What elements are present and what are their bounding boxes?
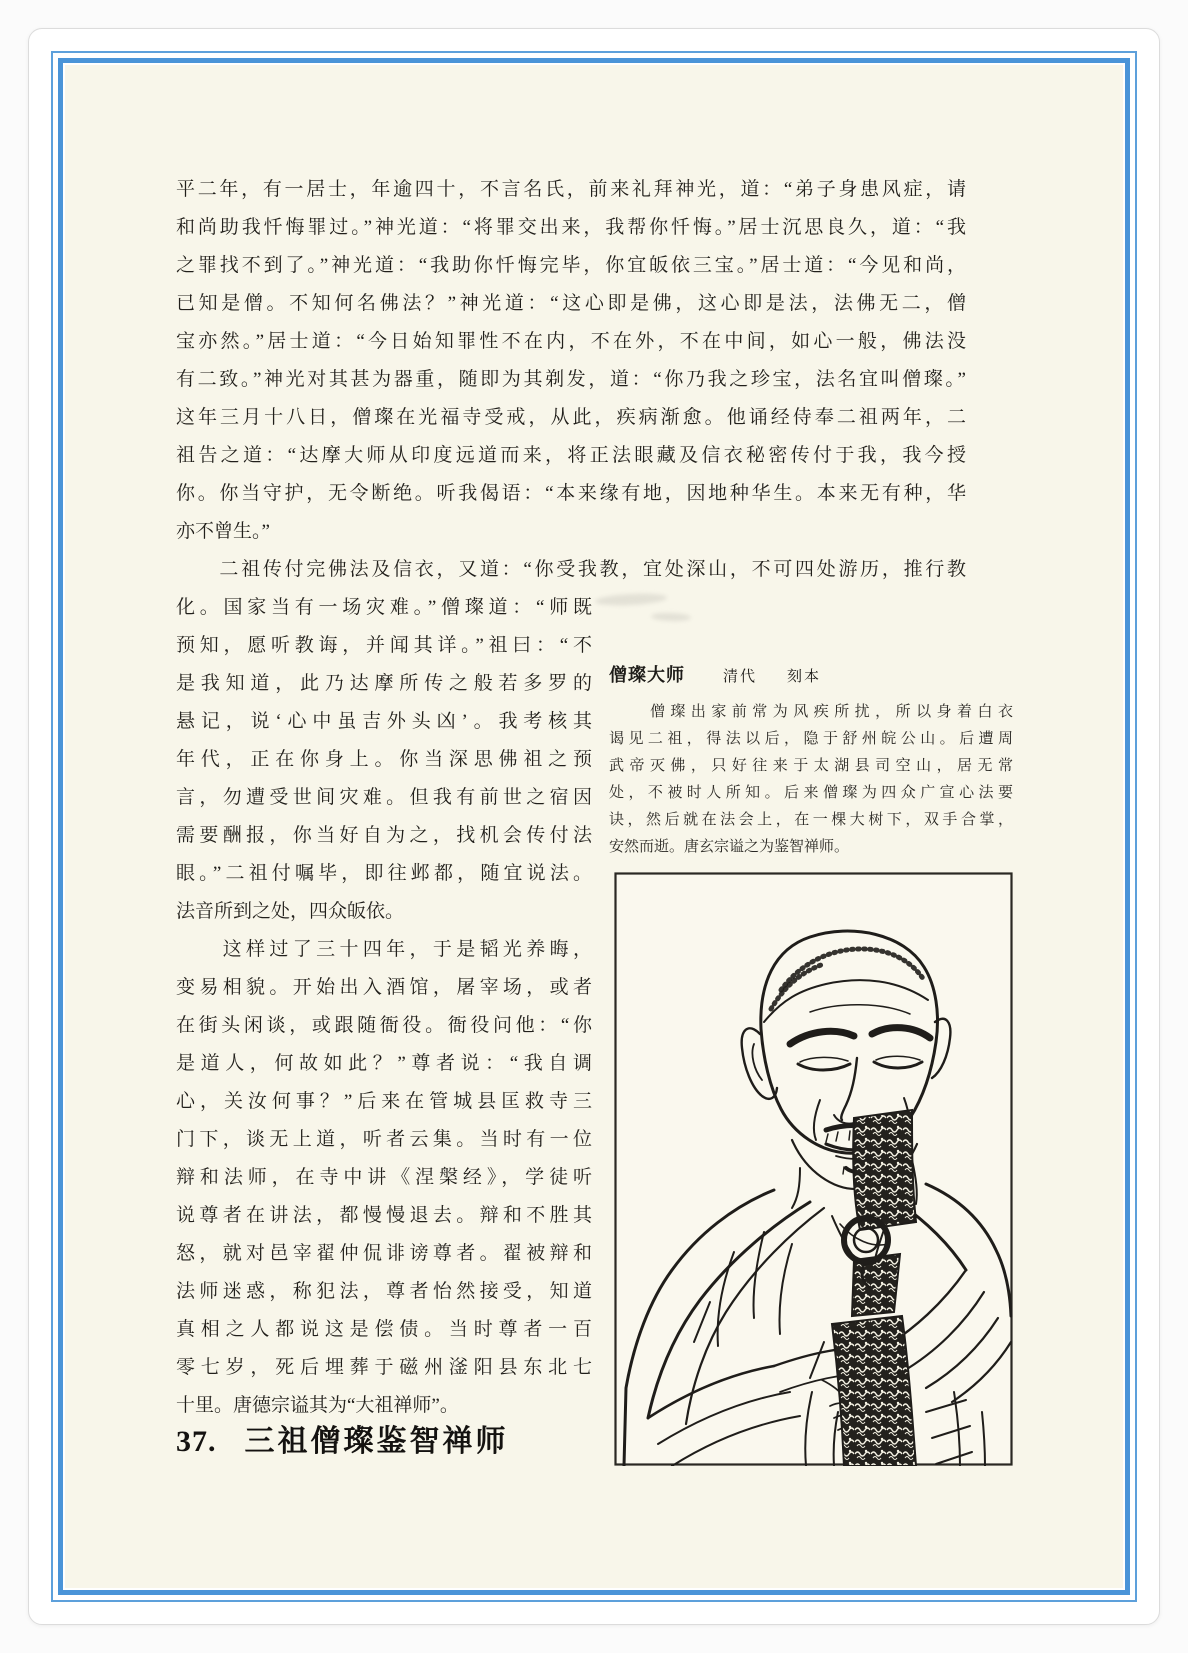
text-line: 僧璨出家前常为风疾所扰，所以身着白衣: [609, 704, 1013, 720]
text-line: 亦不曾生。”: [176, 521, 270, 542]
text-line: 祖告之道：“达摩大师从印度远道而来，将正法眼藏及信衣秘密传付于我，我今授: [176, 445, 966, 466]
text-line: 有二致。”神光对其甚为器重，随即为其剃发，道：“你乃我之珍宝，法名宜叫僧璨。”: [176, 369, 966, 390]
figure-caption-era: 清代: [723, 669, 758, 685]
section-title: 三祖僧璨鉴智禅师: [244, 1425, 509, 1458]
text-line: 十里。唐德宗谥其为“大祖禅师”。: [176, 1395, 459, 1416]
paper-area: [65, 65, 1123, 1588]
figure-caption-title: 僧璨大师: [609, 665, 685, 685]
text-line: 辩和法师，在寺中讲《涅槃经》，学徒听: [176, 1167, 592, 1188]
text-line: 二祖传付完佛法及信衣，又道：“你受我教，宜处深山，不可四处游历，推行教: [176, 559, 966, 580]
text-line: 化。国家当有一场灾难。”僧璨道：“师既: [176, 597, 592, 618]
text-line: 安然而逝。唐玄宗谥之为鉴智禅师。: [609, 839, 850, 855]
text-line: 年代，正在你身上。你当深思佛祖之预: [176, 749, 592, 770]
text-line: 变易相貌。开始出入酒馆，屠宰场，或者: [176, 977, 592, 998]
text-line: 预知，愿听教诲，并闻其详。”祖曰：“不: [176, 635, 592, 656]
body-text-left-column: [176, 589, 592, 1425]
page-card: [28, 28, 1160, 1625]
text-line: 这年三月十八日，僧璨在光福寺受戒，从此，疾病渐愈。他诵经侍奉二祖两年，二: [176, 407, 966, 428]
scan-smudge: [651, 612, 691, 621]
text-line: 处，不被时人所知。后来僧璨为四众广宣心法要: [609, 785, 1013, 801]
text-line: 谒见二祖，得法以后，隐于舒州皖公山。后遭周: [609, 731, 1013, 747]
text-line: 零七岁，死后埋葬于磁州滏阳县东北七: [176, 1357, 592, 1378]
text-line: 法音所到之处，四众皈依。: [176, 901, 405, 922]
section-heading: [176, 1420, 676, 1464]
portrait-figure: [614, 872, 1013, 1466]
text-line: 在街头闲谈，或跟随衙役。衙役问他：“你: [176, 1015, 592, 1036]
figure-caption-text: [609, 699, 1013, 861]
text-line: 眼。”二祖付嘱毕，即往邺都，随宜说法。: [176, 863, 592, 884]
scan-smudge: [595, 592, 667, 607]
text-line: 是道人，何故如此？”尊者说：“我自调: [176, 1053, 592, 1074]
text-line: 这样过了三十四年，于是韬光养晦，: [176, 939, 592, 960]
text-line: 门下，谈无上道，听者云集。当时有一位: [176, 1129, 592, 1150]
text-line: 武帝灭佛，只好往来于太湖县司空山，居无常: [609, 758, 1013, 774]
text-line: 心，关汝何事？”后来在管城县匡救寺三: [176, 1091, 592, 1112]
text-line: 平二年，有一居士，年逾四十，不言名氏，前来礼拜神光，道：“弟子身患风症，请: [176, 179, 966, 200]
text-line: 之罪找不到了。”神光道：“我助你忏悔完毕，你宜皈依三宝。”居士道：“今见和尚，: [176, 255, 966, 276]
section-number: 37.: [176, 1425, 217, 1458]
body-text-full-width: [176, 171, 966, 589]
text-line: 宝亦然。”居士道：“今日始知罪性不在内，不在外，不在中间，如心一般，佛法没: [176, 331, 966, 352]
figure-caption-medium: 刻本: [787, 669, 822, 685]
text-line: 你。你当守护，无令断绝。听我偈语：“本来缘有地，因地种华生。本来无有种，华: [176, 483, 966, 504]
sengcan-portrait-drawing: [614, 872, 1013, 1466]
text-line: 言，勿遭受世间灾难。但我有前世之宿因: [176, 787, 592, 808]
text-line: 怒，就对邑宰翟仲侃诽谤尊者。翟被辩和: [176, 1243, 592, 1264]
text-line: 是我知道，此乃达摩所传之般若多罗的: [176, 673, 592, 694]
text-line: 需要酬报，你当好自为之，找机会传付法: [176, 825, 592, 846]
text-line: 和尚助我忏悔罪过。”神光道：“将罪交出来，我帮你忏悔。”居士沉思良久，道：“我: [176, 217, 966, 238]
text-line: 真相之人都说这是偿债。当时尊者一百: [176, 1319, 592, 1340]
text-line: 悬记，说‘心中虽吉外头凶’。我考核其: [176, 711, 592, 732]
figure-caption-heading: [609, 661, 1013, 689]
text-line: 诀，然后就在法会上，在一棵大树下，双手合掌，: [609, 812, 1013, 828]
text-line: 已知是僧。不知何名佛法？”神光道：“这心即是佛，这心即是法，法佛无二，僧: [176, 293, 966, 314]
text-line: 法师迷惑，称犯法，尊者怡然接受，知道: [176, 1281, 592, 1302]
text-line: 说尊者在讲法，都慢慢退去。辩和不胜其: [176, 1205, 592, 1226]
